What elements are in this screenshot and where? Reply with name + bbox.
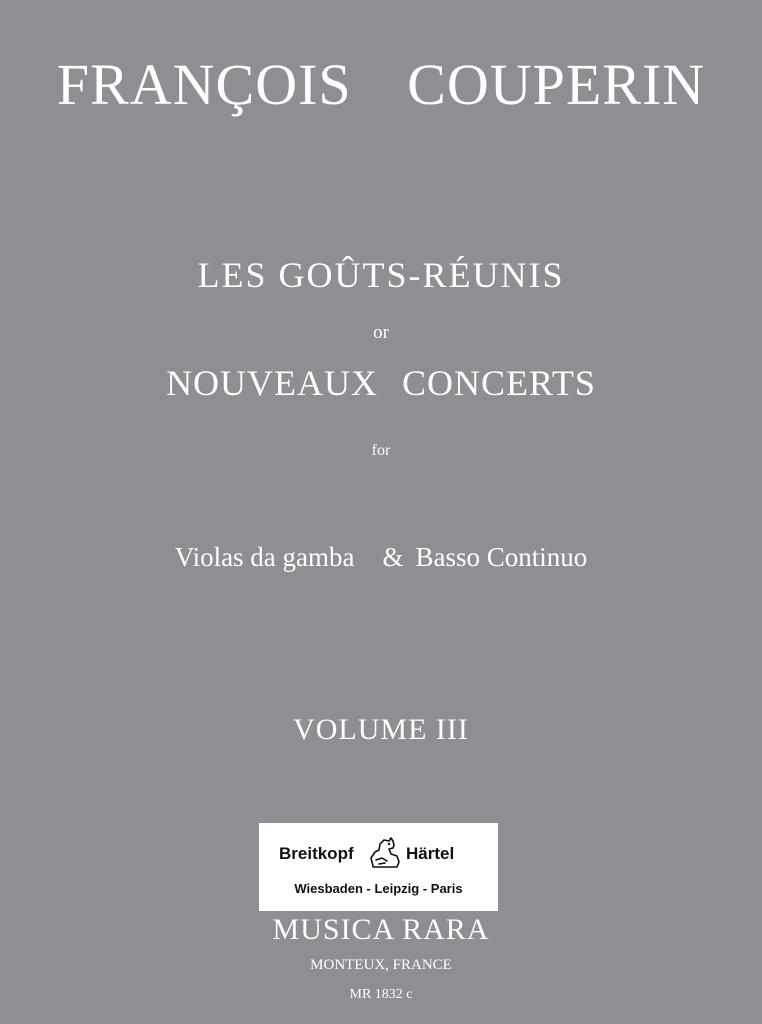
sticker-cities: Wiesbaden - Leipzig - Paris (294, 881, 463, 896)
composer-name: FRANÇOIS COUPERIN (56, 52, 706, 117)
brand-name-left: Breitkopf (279, 844, 354, 863)
instrumentation (0, 544, 762, 571)
catalog-number: MR 1832 c (349, 987, 413, 1002)
publisher-sticker (259, 823, 498, 911)
brand-name-right: Härtel (406, 844, 455, 863)
for-word: for (371, 442, 391, 459)
instrumentation-ampersand: & (382, 542, 404, 572)
volume-number: VOLUME III (293, 713, 469, 746)
title-line-1: LES GOÛTS-RÉUNIS (197, 255, 565, 295)
conjunction-or: or (373, 322, 389, 343)
instrumentation-part-2: Basso Continuo (415, 542, 588, 572)
bear-logo-icon (367, 836, 403, 870)
instrumentation-part-1: Violas da gamba (174, 542, 355, 572)
title-line-2: NOUVEAUX CONCERTS (166, 363, 596, 403)
publisher-name: MUSICA RARA (272, 913, 490, 946)
publisher-place: MONTEUX, FRANCE (310, 957, 452, 973)
